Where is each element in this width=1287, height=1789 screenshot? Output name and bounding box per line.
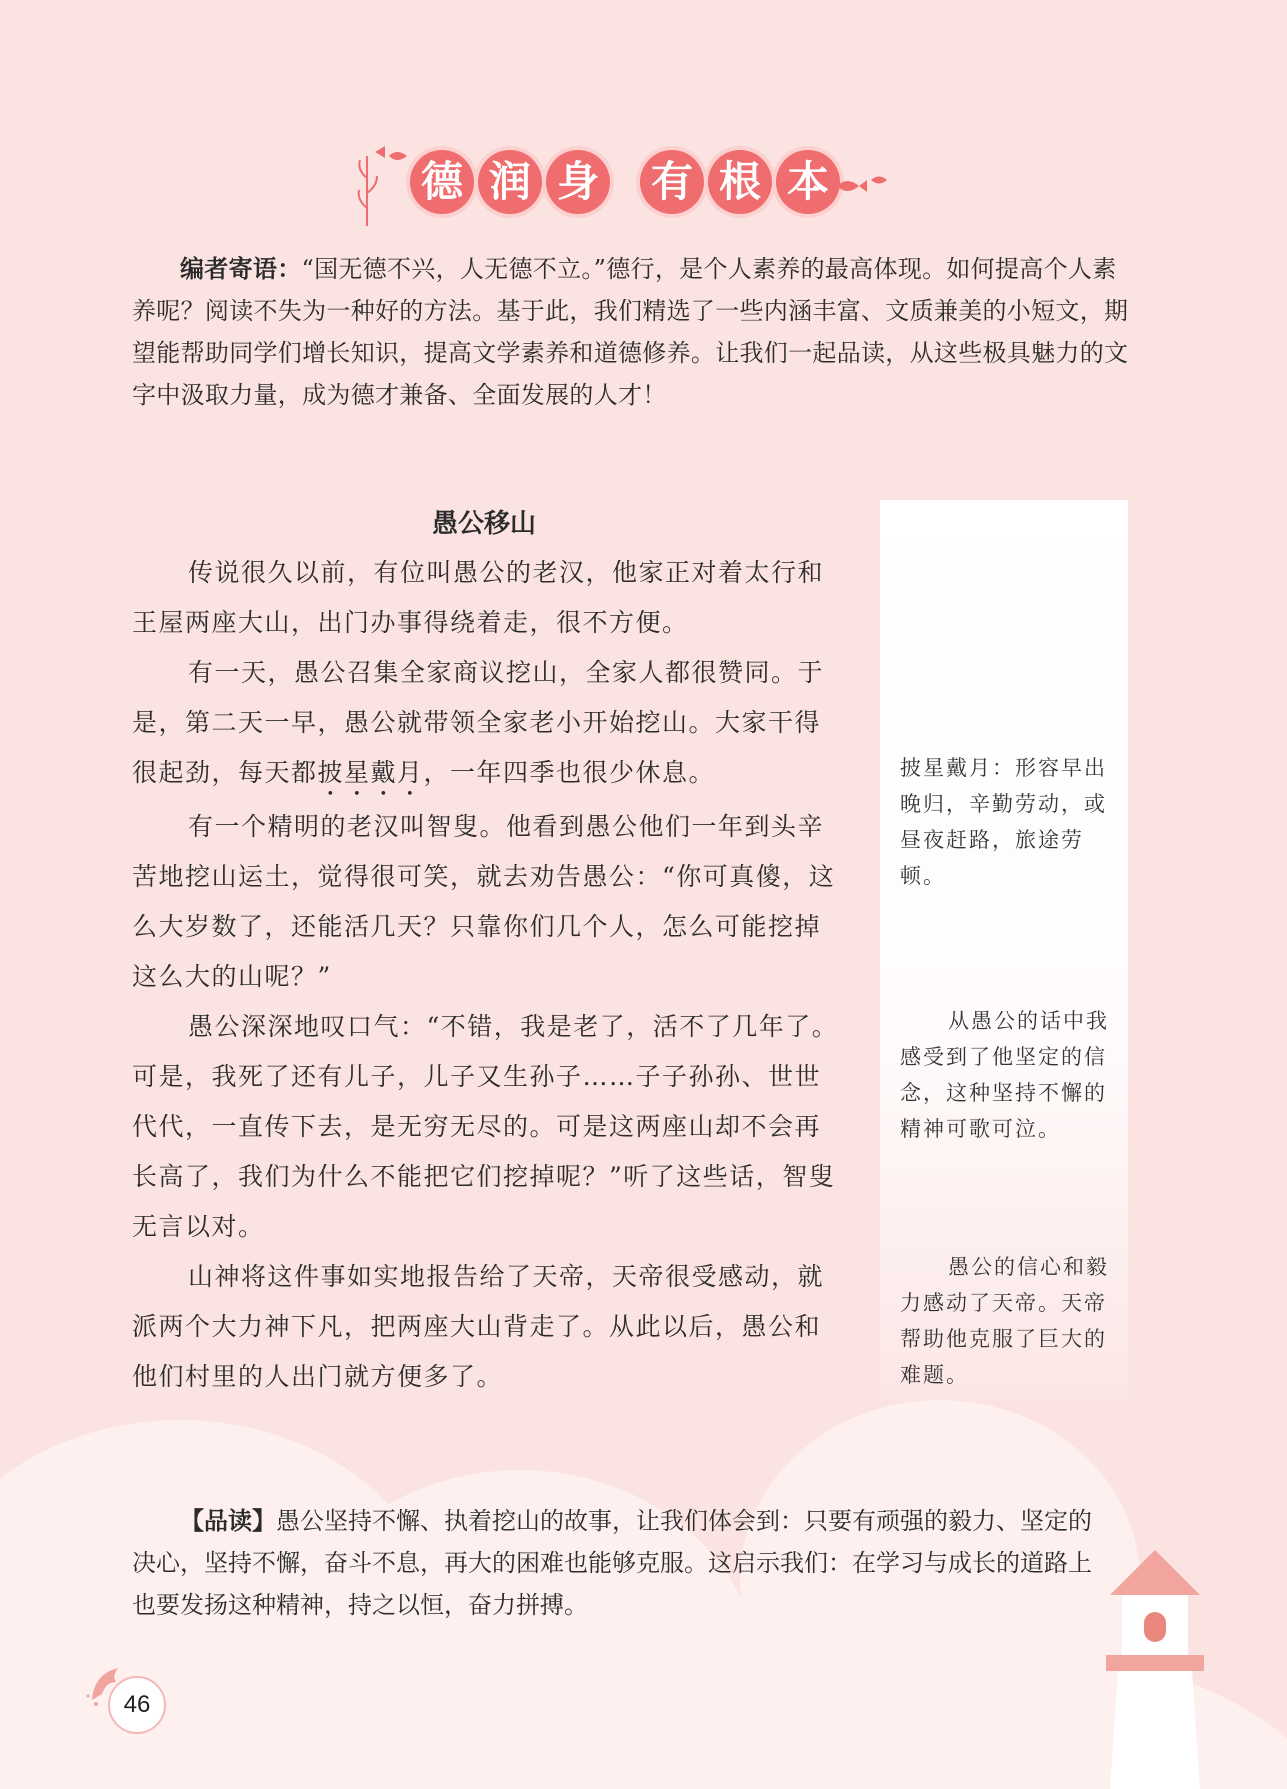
- side-note-definition: 披星戴月：形容早出晚归，辛勤劳动，或昼夜赶路，旅途劳顿。: [900, 756, 1107, 888]
- story-paragraph: 传说很久以前，有位叫愚公的老汉，他家正对着太行和王屋两座大山，出门办事得绕着走，很不方便。: [132, 558, 825, 637]
- side-note-summary: 愚公的信心和毅力感动了天帝。天帝帮助他克服了巨大的难题。: [900, 1255, 1109, 1387]
- story-title: 愚公移山: [431, 509, 536, 539]
- side-note-reflection: 从愚公的话中我感受到了他坚定的信念，这种坚持不懈的精神可歌可泣。: [900, 1009, 1109, 1141]
- editor-note-lead: 编者寄语：: [180, 255, 302, 283]
- fish-icon: [835, 170, 895, 200]
- story-text: ，一年四季也很少休息。: [423, 758, 716, 787]
- reading-note-text: 愚公坚持不懈、执着挖山的故事，让我们体会到：只要有顽强的毅力、坚定的决心，坚持不懈，奋斗不息，再大的困难也能够克服。这启示我们：在学习与成长的道路上也要发扬这种精神，持之以恒，奋力拼搏。: [132, 1507, 1092, 1619]
- story-text: 有一天，愚公召集全家商议挖山，全家人都很赞同。于是，第二天一早，愚公就带领全家老小开始挖山。大家干得很起劲，每天都: [132, 658, 825, 787]
- story-body: [132, 548, 844, 1402]
- story-paragraph: 山神将这件事如实地报告给了天帝，天帝很受感动，就派两个大力神下凡，把两座大山背走了。从此以后，愚公和他们村里的人出门就方便多了。: [132, 1262, 825, 1391]
- story-paragraph: 有一个精明的老汉叫智叟。他看到愚公他们一年到头辛苦地挖山运土，觉得很可笑，就去劝告愚公：“你可真傻，这么大岁数了，还能活几天？只靠你们几个人，怎么可能挖掉这么大的山呢？”: [132, 812, 836, 991]
- page-title: [410, 150, 844, 214]
- branch-fish-icon: [355, 138, 415, 228]
- editor-note-text: “国无德不兴，人无德不立。”德行，是个人素养的最高体现。如何提高个人素养呢？阅读不失为一种好的方法。基于此，我们精选了一些内涵丰富、文质兼美的小短文，期望能帮助同学们增长知识，提高文学素养和道德修养。让我们一起品读，从这些极具魅力的文字中汲取力量，成为德才兼备、全面发展的人才！: [132, 255, 1129, 409]
- reading-note: [132, 1500, 1102, 1626]
- page-header: [0, 128, 1287, 228]
- emphasized-idiom: 披星戴月: [317, 758, 424, 787]
- page-number: 46: [108, 1676, 166, 1734]
- title-char: 身: [546, 150, 610, 214]
- title-char: 根: [708, 150, 772, 214]
- lighthouse-icon: [1100, 1550, 1210, 1789]
- story-paragraph: 愚公深深地叹口气：“不错，我是老了，活不了几年了。可是，我死了还有儿子，儿子又生孙子……子子孙孙、世世代代，一直传下去，是无穷无尽的。可是这两座山却不会再长高了，我们为什么不能把它们挖掉呢？”听了这些话，智叟无言以对。: [132, 1012, 839, 1241]
- title-char: 德: [410, 150, 474, 214]
- title-char: 本: [776, 150, 840, 214]
- title-char: 润: [478, 150, 542, 214]
- reading-note-lead: 【品读】: [180, 1507, 276, 1535]
- story-paragraph: [132, 648, 844, 802]
- title-char: 有: [640, 150, 704, 214]
- editor-note: [132, 248, 1132, 416]
